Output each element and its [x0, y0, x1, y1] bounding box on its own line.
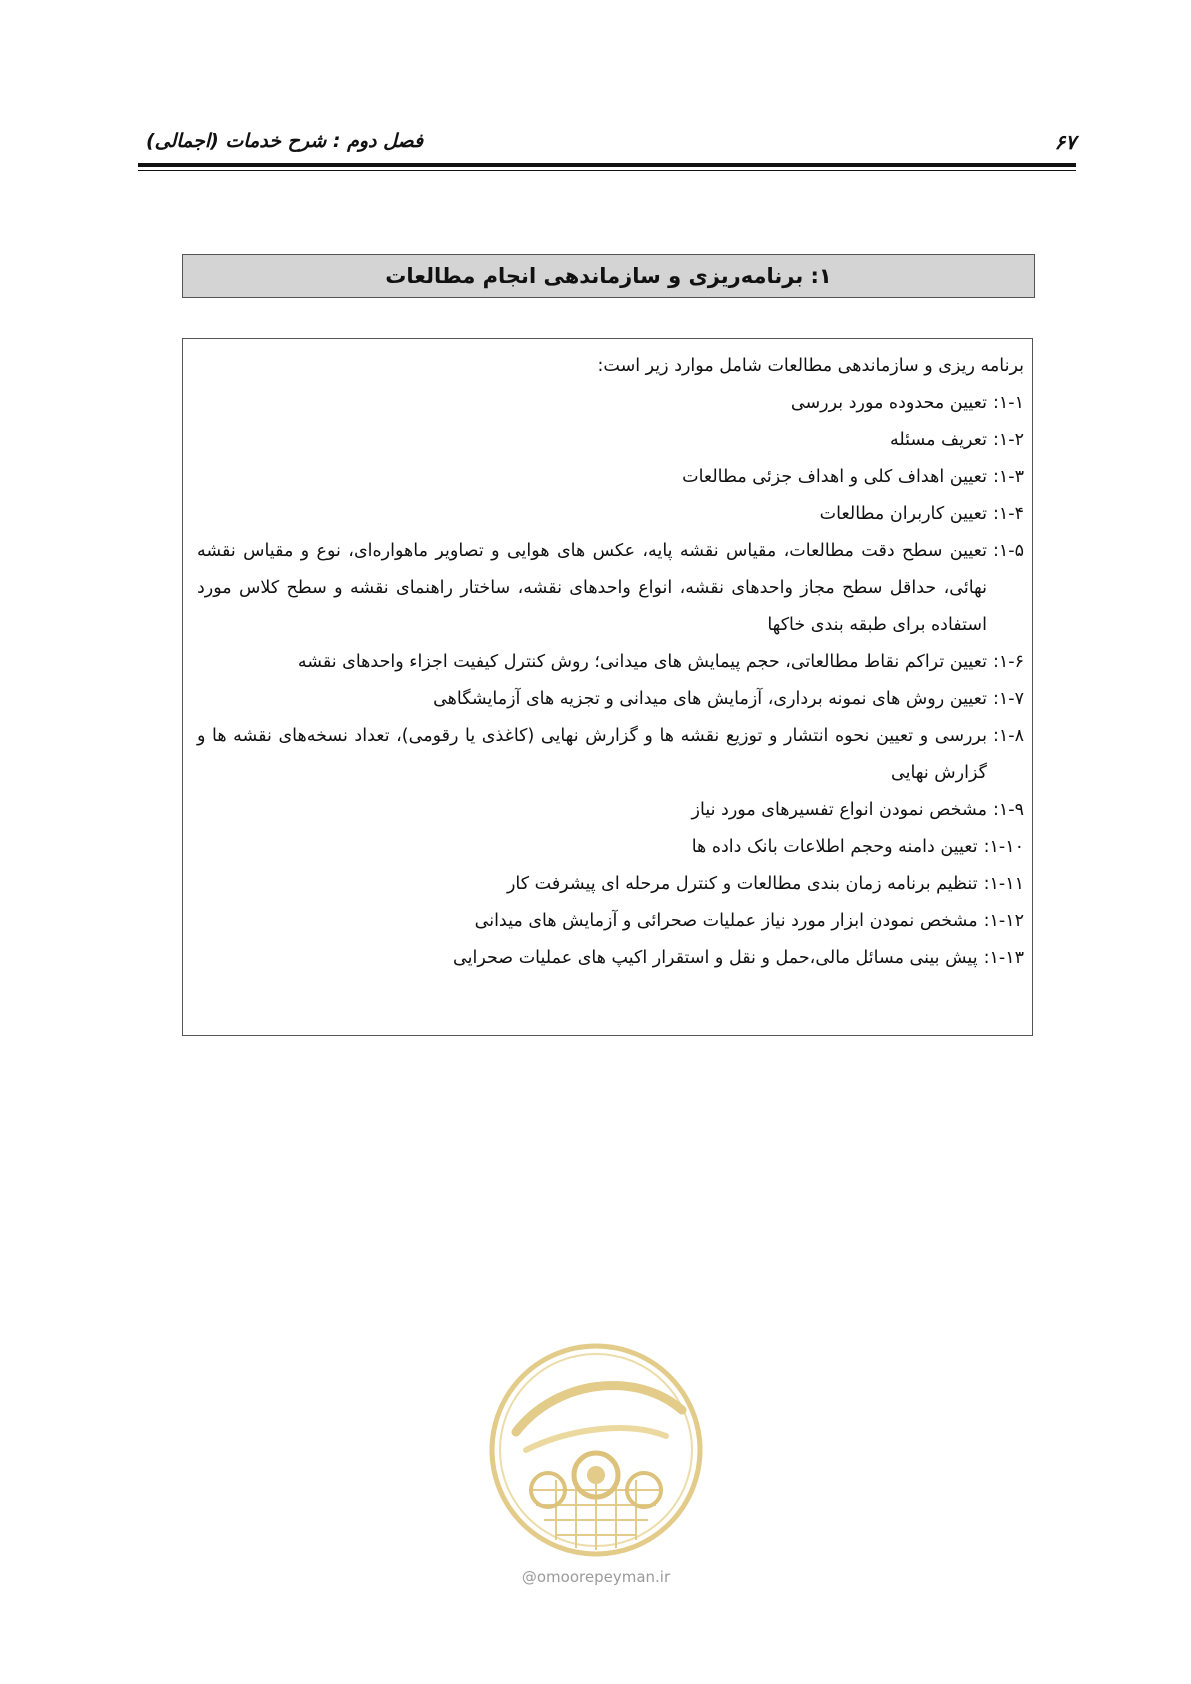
list-item: [197, 459, 1024, 496]
page-number: ۶۷: [1054, 130, 1076, 154]
section-title-box: [182, 254, 1035, 298]
item-number: ۱-۳:: [992, 467, 1024, 487]
list-item: [197, 422, 1024, 459]
gear-icon-center: [587, 1466, 605, 1484]
chapter-title: فصل دوم : شرح خدمات (اجمالی): [146, 130, 424, 152]
intro-text: برنامه ریزی و سازماندهی مطالعات شامل موارد زیر است:: [597, 356, 1024, 376]
logo-calligraphy-stroke: [526, 1428, 666, 1450]
item-number: ۱-۷:: [992, 689, 1024, 709]
item-number: ۱-۱۲:: [983, 911, 1024, 931]
item-number: ۱-۵:: [992, 541, 1024, 561]
section-title: ۱: برنامه‌ریزی و سازماندهی انجام مطالعات: [385, 264, 832, 288]
header-rule-thick: [138, 163, 1076, 167]
item-number: ۱-۸:: [992, 726, 1024, 746]
list-item: [197, 829, 1024, 866]
item-text: تعیین دامنه وحجم اطلاعات بانک داده ها: [691, 837, 978, 857]
item-text: بررسی و تعیین نحوه انتشار و توزیع نقشه ها و گزارش نهایی (کاغذی یا رقومی)، تعداد نسخه‌های نقشه ها و گزارش نهایی: [197, 726, 987, 783]
list-item: [197, 718, 1024, 792]
logo-grid: [531, 1480, 661, 1550]
list-item: [197, 940, 1024, 977]
item-number: ۱-۶:: [992, 652, 1024, 672]
content-box: [182, 338, 1033, 1036]
watermark-logo: [486, 1340, 706, 1560]
item-text: تعیین اهداف کلی و اهداف جزئی مطالعات: [682, 467, 987, 487]
list-item: [197, 792, 1024, 829]
item-text: تعیین کاربران مطالعات: [819, 504, 987, 524]
item-text: پیش بینی مسائل مالی،حمل و نقل و استقرار اکیپ های عملیات صحرایی: [453, 948, 978, 968]
item-text: تعریف مسئله: [890, 430, 987, 450]
list-item: [197, 866, 1024, 903]
item-text: تعیین روش های نمونه برداری، آزمایش های میدانی و تجزیه های آزمایشگاهی: [433, 689, 987, 709]
list-item: [197, 533, 1024, 644]
watermark-url: @omoorepeyman.ir: [521, 1568, 671, 1586]
header-rule-thin: [138, 170, 1076, 171]
item-text: تعیین محدوده مورد بررسی: [790, 393, 987, 413]
item-text: تعیین سطح دقت مطالعات، مقیاس نقشه پایه، عکس های هوایی و تصاویر ماهواره‌ای، نوع و مقیاس نقشه نهائی، حداقل سطح مجاز واحدهای نقشه، انواع واحدهای نقشه، ساختار راهنمای نقشه و سطح کلاس مورد استفاده برای طبقه بندی خاکها: [197, 541, 987, 635]
item-number: ۱-۱۱:: [983, 874, 1024, 894]
item-text: مشخص نمودن انواع تفسیرهای مورد نیاز: [691, 800, 987, 820]
item-text: تعیین تراکم نقاط مطالعاتی، حجم پیمایش های میدانی؛ روش کنترل کیفیت اجزاء واحدهای نقشه: [297, 652, 987, 672]
item-number: ۱-۱۰:: [983, 837, 1024, 857]
item-text: مشخص نمودن ابزار مورد نیاز عملیات صحرائی و آزمایش های میدانی: [474, 911, 978, 931]
item-number: ۱-۱:: [992, 393, 1024, 413]
page-header: [138, 118, 1076, 168]
item-number: ۱-۲:: [992, 430, 1024, 450]
item-number: ۱-۱۳:: [983, 948, 1024, 968]
logo-calligraphy-stroke: [516, 1385, 682, 1432]
item-number: ۱-۴:: [992, 504, 1024, 524]
list-item: [197, 681, 1024, 718]
list-item: [197, 385, 1024, 422]
list-item: [197, 644, 1024, 681]
item-number: ۱-۹:: [992, 800, 1024, 820]
item-text: تنظیم برنامه زمان بندی مطالعات و کنترل مرحله ای پیشرفت کار: [506, 874, 978, 894]
list-item: [197, 903, 1024, 940]
list-item: [197, 496, 1024, 533]
